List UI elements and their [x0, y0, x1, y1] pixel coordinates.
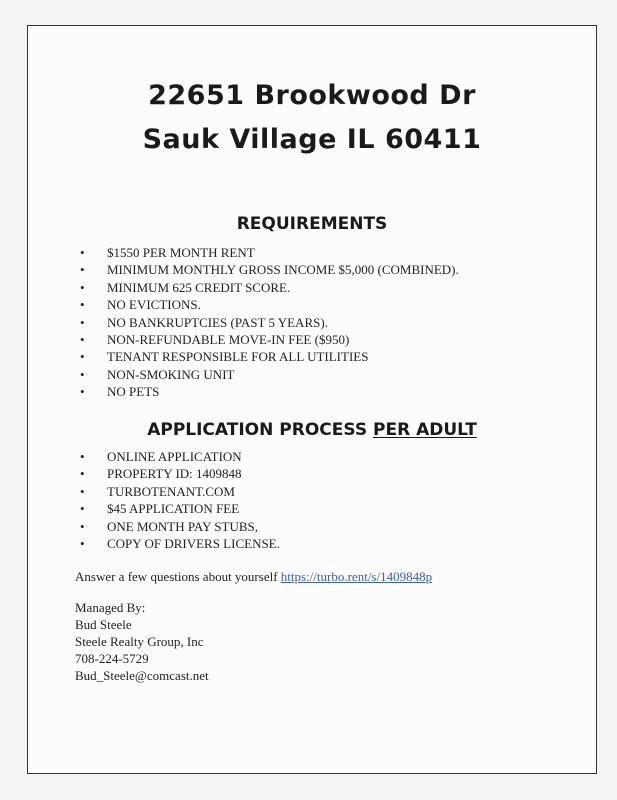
application-link[interactable]: https://turbo.rent/s/1409848p — [280, 569, 433, 584]
address-line-1: 22651 Brookwood Dr — [148, 80, 476, 111]
list-item: • PROPERTY ID: 1409848 — [107, 465, 280, 482]
questions-text: Answer a few questions about yourself — [75, 569, 281, 584]
manager-name: Bud Steele — [75, 617, 132, 632]
list-item: • NO PETS — [107, 383, 459, 400]
list-item: • ONLINE APPLICATION — [107, 448, 280, 465]
address-line-2: Sauk Village IL 60411 — [142, 124, 482, 155]
manager-label: Managed By: — [75, 600, 146, 615]
list-item: • MINIMUM 625 CREDIT SCORE. — [107, 279, 459, 296]
application-heading-prefix: APPLICATION PROCESS — [147, 420, 368, 440]
application-list — [73, 448, 280, 552]
manager-phone: 708-224-5729 — [75, 651, 149, 666]
requirements-heading: REQUIREMENTS — [236, 214, 388, 234]
application-heading-underlined: PER ADULT — [373, 420, 477, 440]
list-item: • NO BANKRUPTCIES (PAST 5 YEARS). — [107, 314, 459, 331]
list-item: • TENANT RESPONSIBLE FOR ALL UTILITIES — [107, 348, 459, 365]
manager-email: Bud_Steele@comcast.net — [75, 668, 209, 683]
list-item: • ONE MONTH PAY STUBS, — [107, 518, 280, 535]
document-page — [27, 25, 597, 774]
list-item: • $45 APPLICATION FEE — [107, 500, 280, 517]
list-item: • MINIMUM MONTHLY GROSS INCOME $5,000 (COMBINED). — [107, 261, 459, 278]
list-item: • NON-SMOKING UNIT — [107, 366, 459, 383]
list-item: • NON-REFUNDABLE MOVE-IN FEE ($950) — [107, 331, 459, 348]
manager-block — [75, 599, 209, 684]
list-item: • TURBOTENANT.COM — [107, 483, 280, 500]
manager-company: Steele Realty Group, Inc — [75, 634, 204, 649]
list-item: • COPY OF DRIVERS LICENSE. — [107, 535, 280, 552]
requirements-list — [73, 244, 459, 401]
questions-paragraph — [75, 569, 432, 585]
list-item: • NO EVICTIONS. — [107, 296, 459, 313]
list-item: • $1550 PER MONTH RENT — [107, 244, 459, 261]
application-heading — [28, 420, 596, 440]
